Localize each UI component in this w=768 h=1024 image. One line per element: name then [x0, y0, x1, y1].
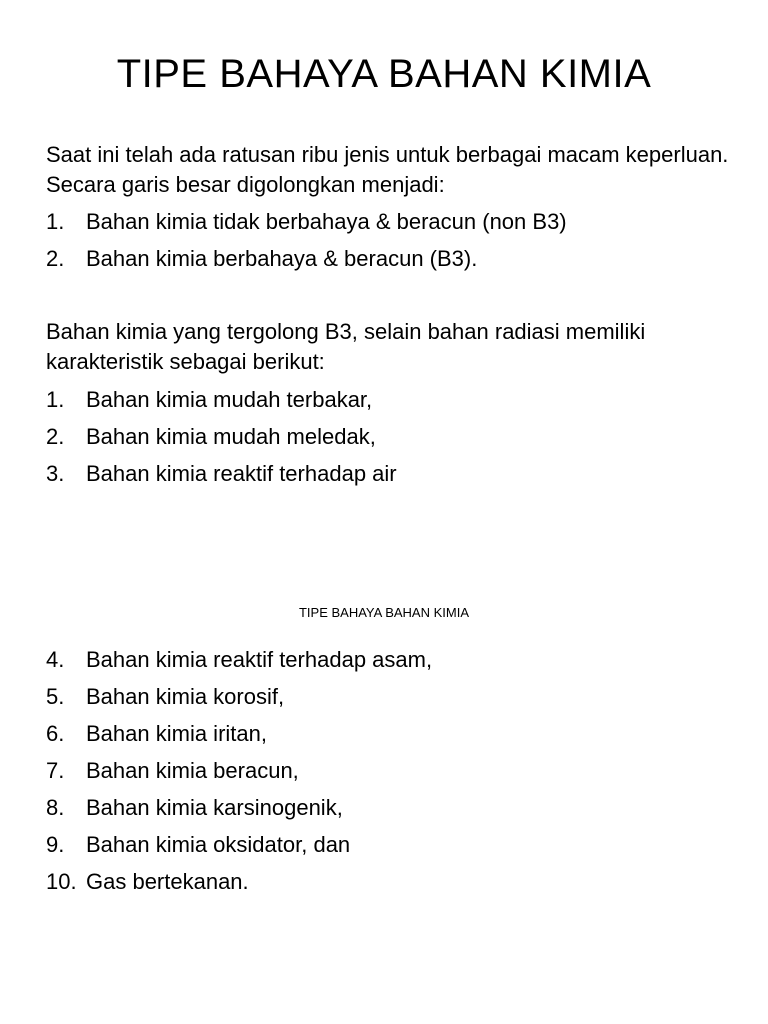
list-item — [46, 418, 736, 455]
list-text: Bahan kimia iritan, — [86, 721, 267, 746]
b3-intro-paragraph: Bahan kimia yang tergolong B3, selain bahan radiasi memiliki karakteristik sebagai berikut: — [46, 319, 646, 374]
list-item — [46, 641, 736, 678]
intro-paragraph: Saat ini telah ada ratusan ribu jenis untuk berbagai macam keperluan. Secara garis besar digolongkan menjadi: — [46, 142, 729, 197]
list-text: Bahan kimia reaktif terhadap asam, — [86, 647, 433, 672]
b3-characteristics-list — [46, 381, 736, 492]
list-item — [46, 455, 736, 492]
list-text: Bahan kimia reaktif terhadap air — [86, 461, 397, 486]
list-text: Bahan kimia mudah meledak, — [86, 424, 376, 449]
list-item — [46, 678, 736, 715]
list-item — [46, 381, 736, 418]
list-text: Bahan kimia korosif, — [86, 684, 285, 709]
list-number: 4. — [46, 647, 65, 672]
list-text: Bahan kimia beracun, — [86, 758, 299, 783]
list-number: 8. — [46, 795, 65, 820]
list-number: 2. — [46, 424, 65, 449]
list-item — [46, 715, 736, 752]
list-item — [46, 203, 736, 240]
list-item — [46, 752, 736, 789]
list-number: 10. — [46, 869, 77, 894]
list-text: Bahan kimia oksidator, dan — [86, 832, 351, 857]
list-item — [46, 826, 736, 863]
list-item — [46, 240, 736, 277]
list-text: Bahan kimia tidak berbahaya & beracun (non B3) — [86, 209, 567, 234]
list-number: 3. — [46, 461, 65, 486]
b3-characteristics-continued-list — [46, 641, 736, 900]
list-text: Bahan kimia karsinogenik, — [86, 795, 343, 820]
list-number: 9. — [46, 832, 65, 857]
list-text: Bahan kimia berbahaya & beracun (B3). — [86, 246, 478, 271]
list-number: 6. — [46, 721, 65, 746]
list-number: 5. — [46, 684, 65, 709]
list-number: 2. — [46, 246, 65, 271]
list-number: 1. — [46, 209, 65, 234]
list-number: 1. — [46, 387, 65, 412]
page-title: TIPE BAHAYA BAHAN KIMIA — [116, 52, 652, 96]
slide2-title: TIPE BAHAYA BAHAN KIMIA — [298, 605, 469, 620]
list-text: Gas bertekanan. — [86, 869, 249, 894]
list-item — [46, 863, 736, 900]
list-text: Bahan kimia mudah terbakar, — [86, 387, 373, 412]
list-item — [46, 789, 736, 826]
chemical-groups-list — [46, 203, 736, 277]
list-number: 7. — [46, 758, 65, 783]
